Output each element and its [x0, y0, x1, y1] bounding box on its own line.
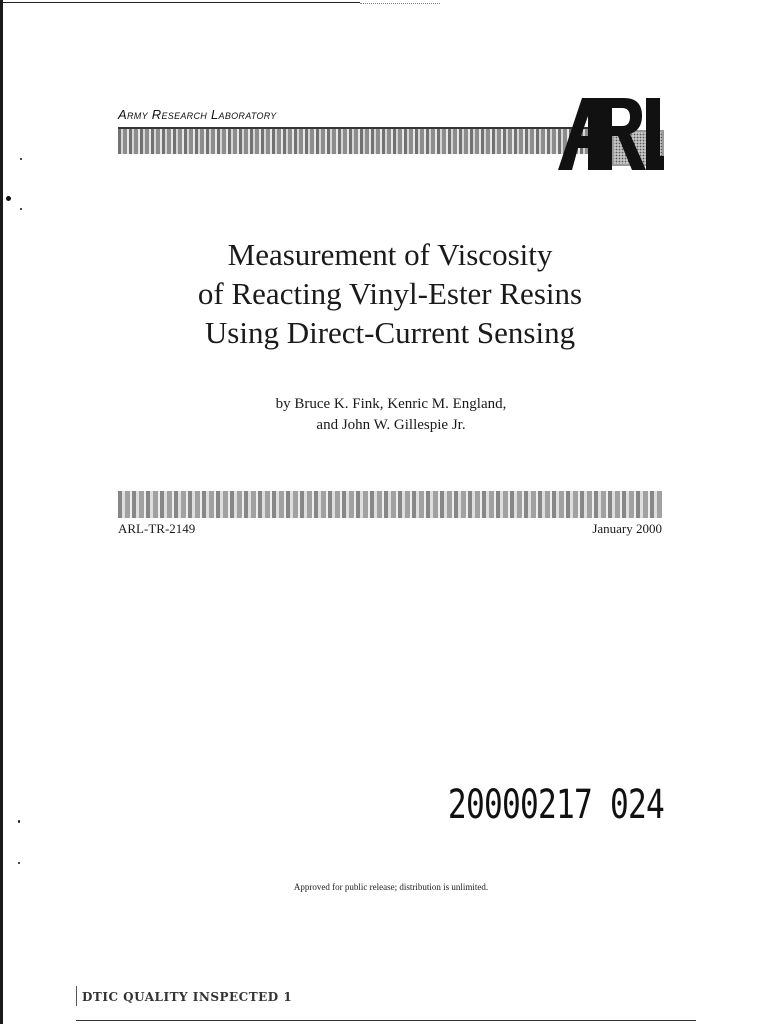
scan-speck: [20, 158, 22, 160]
title-line: Using Direct-Current Sensing: [204, 315, 576, 350]
scan-edge-rule: [0, 2, 360, 3]
title-line: of Reacting Vinyl-Ester Resins: [197, 276, 583, 311]
accession-number: 20000217 024: [447, 782, 664, 828]
scan-edge-rule-faint: [360, 3, 440, 4]
scan-left-edge: [0, 0, 3, 1024]
release-statement: Approved for public release; distribution is unlimited.: [293, 882, 489, 892]
header-halftone-bar: [118, 127, 588, 154]
title-line: Measurement of Viscosity: [227, 237, 553, 272]
bottom-rule: [76, 1020, 696, 1021]
authors: [200, 394, 582, 436]
report-number: ARL-TR-2149: [118, 521, 196, 536]
scan-speck: [6, 196, 11, 201]
dtic-quality-stamp: DTIC QUALITY INSPECTED 1: [82, 990, 293, 1004]
report-date: January 2000: [592, 521, 662, 536]
report-title: [140, 235, 640, 352]
arl-logo: [552, 94, 664, 170]
authors-line: by Bruce K. Fink, Kenric M. England,: [275, 396, 507, 412]
scan-speck: [18, 862, 20, 864]
lab-name: Army Research Laboratory: [118, 107, 277, 122]
authors-line: and John W. Gillespie Jr.: [316, 417, 466, 433]
halftone-divider-bar: [118, 491, 662, 518]
scan-speck: [18, 820, 20, 823]
scan-speck: [20, 208, 22, 210]
